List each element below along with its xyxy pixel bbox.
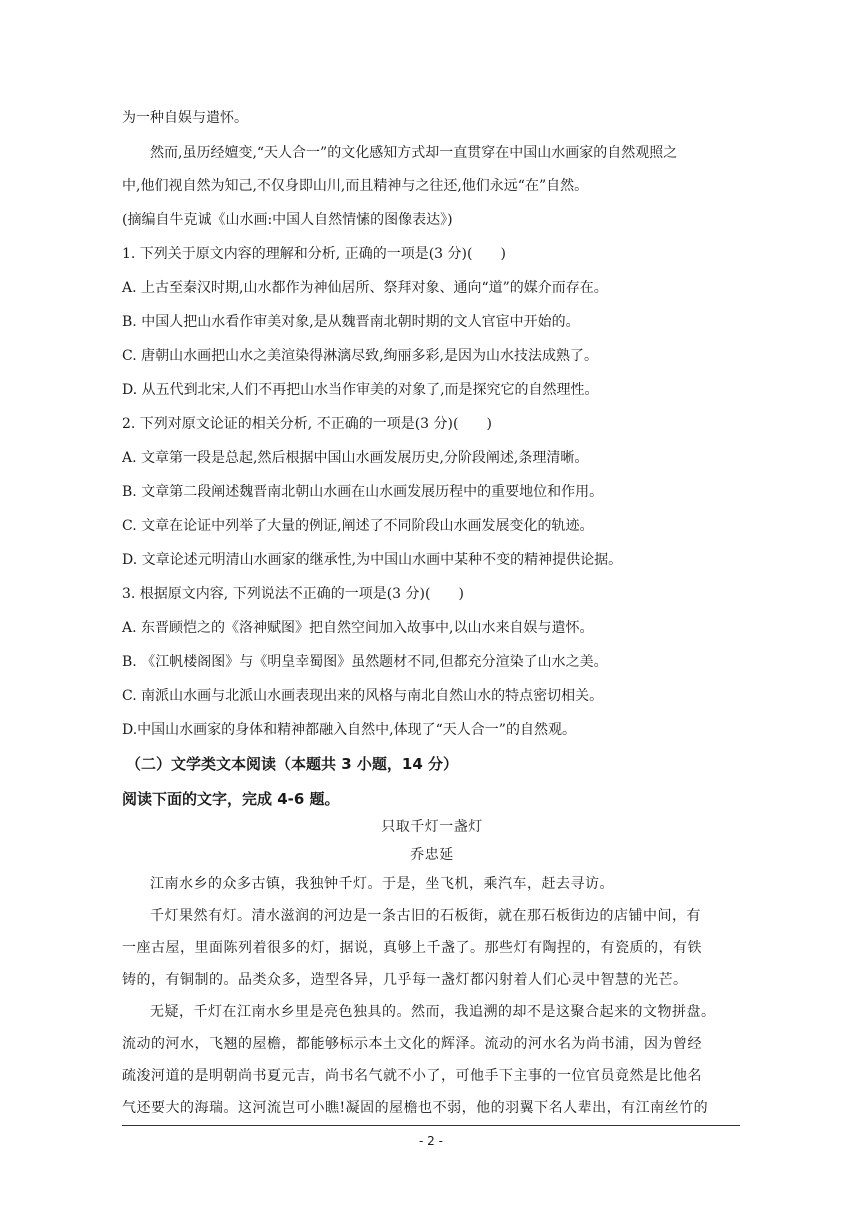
option-b: B. 中国人把山水看作审美对象,是从魏晋南北朝时期的文人官宦中开始的。 [122,314,580,330]
option-c: C. 南派山水画与北派山水画表现出来的风格与南北自然山水的特点密切相关。 [122,688,604,704]
page-number: - 2 - [419,1134,443,1148]
question-3: 3. 根据原文内容, 下列说法不正确的一项是(3 分)( ) [122,586,464,602]
option-a: A. 东晋顾恺之的《洛神赋图》把自然空间加入故事中,以山水来自娱与遣怀。 [122,620,594,636]
text-line: 为一种自娱与遣怀。 [122,110,248,126]
option-a: A. 文章第一段是总起,然后根据中国山水画发展历史,分阶段阐述,条理清晰。 [122,450,589,466]
option-d: D. 文章论述元明清山水画家的继承性,为中国山水画中某种不变的精神提供论据。 [122,552,623,568]
story-title: 只取千灯一盏灯 [381,819,483,835]
story-author: 乔忠延 [410,847,454,863]
question-1: 1. 下列关于原文内容的理解和分析, 正确的一项是(3 分)( ) [122,246,506,262]
section-heading: （二）文学类文本阅读（本题共 3 小题，14 分） [126,755,458,773]
text-line: 然而,虽历经嬗变,“天人合一”的文化感知方式却一直贯穿在中国山水画家的自然观照之 [150,145,678,161]
story-line: 疏浚河道的是明朝尚书夏元吉，尚书名气就不小了，可他手下主事的一位官员竟然是比他名 [122,1068,702,1084]
instruction: 阅读下面的文字，完成 4-6 题。 [122,790,340,808]
option-b: B. 《江帆楼阁图》与《明皇幸蜀图》虽然题材不同,但都充分渲染了山水之美。 [122,654,608,670]
option-d: D.中国山水画家的身体和精神都融入自然中,体现了“天人合一”的自然观。 [122,722,576,738]
source-citation: (摘编自牛克诚《山水画:中国人自然情愫的图像表达》) [122,212,453,228]
story-line: 江南水乡的众多古镇，我独钟千灯。于是，坐飞机，乘汽车，赶去寻访。 [150,876,614,892]
option-c: C. 文章在论证中列举了大量的例证,阐述了不同阶段山水画发展变化的轨迹。 [122,518,594,534]
question-2: 2. 下列对原文论证的相关分析, 不正确的一项是(3 分)( ) [122,416,492,432]
story-line: 铸的，有铜制的。品类众多，造型各异，几乎每一盏灯都闪射着人们心灵中智慧的光芒。 [122,972,688,988]
story-line: 一座古屋，里面陈列着很多的灯，据说，真够上千盏了。那些灯有陶捏的，有瓷质的，有铁 [122,940,702,956]
story-line: 流动的河水，飞翘的屋檐，都能够标示本土文化的辉泽。流动的河水名为尚书浦，因为曾经 [122,1036,702,1052]
text-line: 中,他们视自然为知己,不仅身即山川,而且精神与之往还,他们永远“在”自然。 [122,178,589,194]
option-a: A. 上古至秦汉时期,山水都作为神仙居所、祭拜对象、通向“道”的媒介而存在。 [122,280,608,296]
option-b: B. 文章第二段阐述魏晋南北朝山水画在山水画发展历程中的重要地位和作用。 [122,484,604,500]
story-line: 气还要大的海瑞。这河流岂可小瞧!凝固的屋檐也不弱，他的羽翼下名人辈出，有江南丝竹的 [122,1100,709,1116]
story-line: 无疑，千灯在江南水乡里是亮色独具的。然而，我追溯的却不是这聚合起来的文物拼盘。 [150,1004,716,1020]
footer-divider [122,1125,740,1126]
story-line: 千灯果然有灯。清水滋润的河边是一条古旧的石板街，就在那石板街边的店铺中间，有 [150,908,701,924]
option-c: C. 唐朝山水画把山水之美渲染得淋漓尽致,绚丽多彩,是因为山水技法成熟了。 [122,348,599,364]
option-d: D. 从五代到北宋,人们不再把山水当作审美的对象了,而是探究它的自然理性。 [122,382,599,398]
